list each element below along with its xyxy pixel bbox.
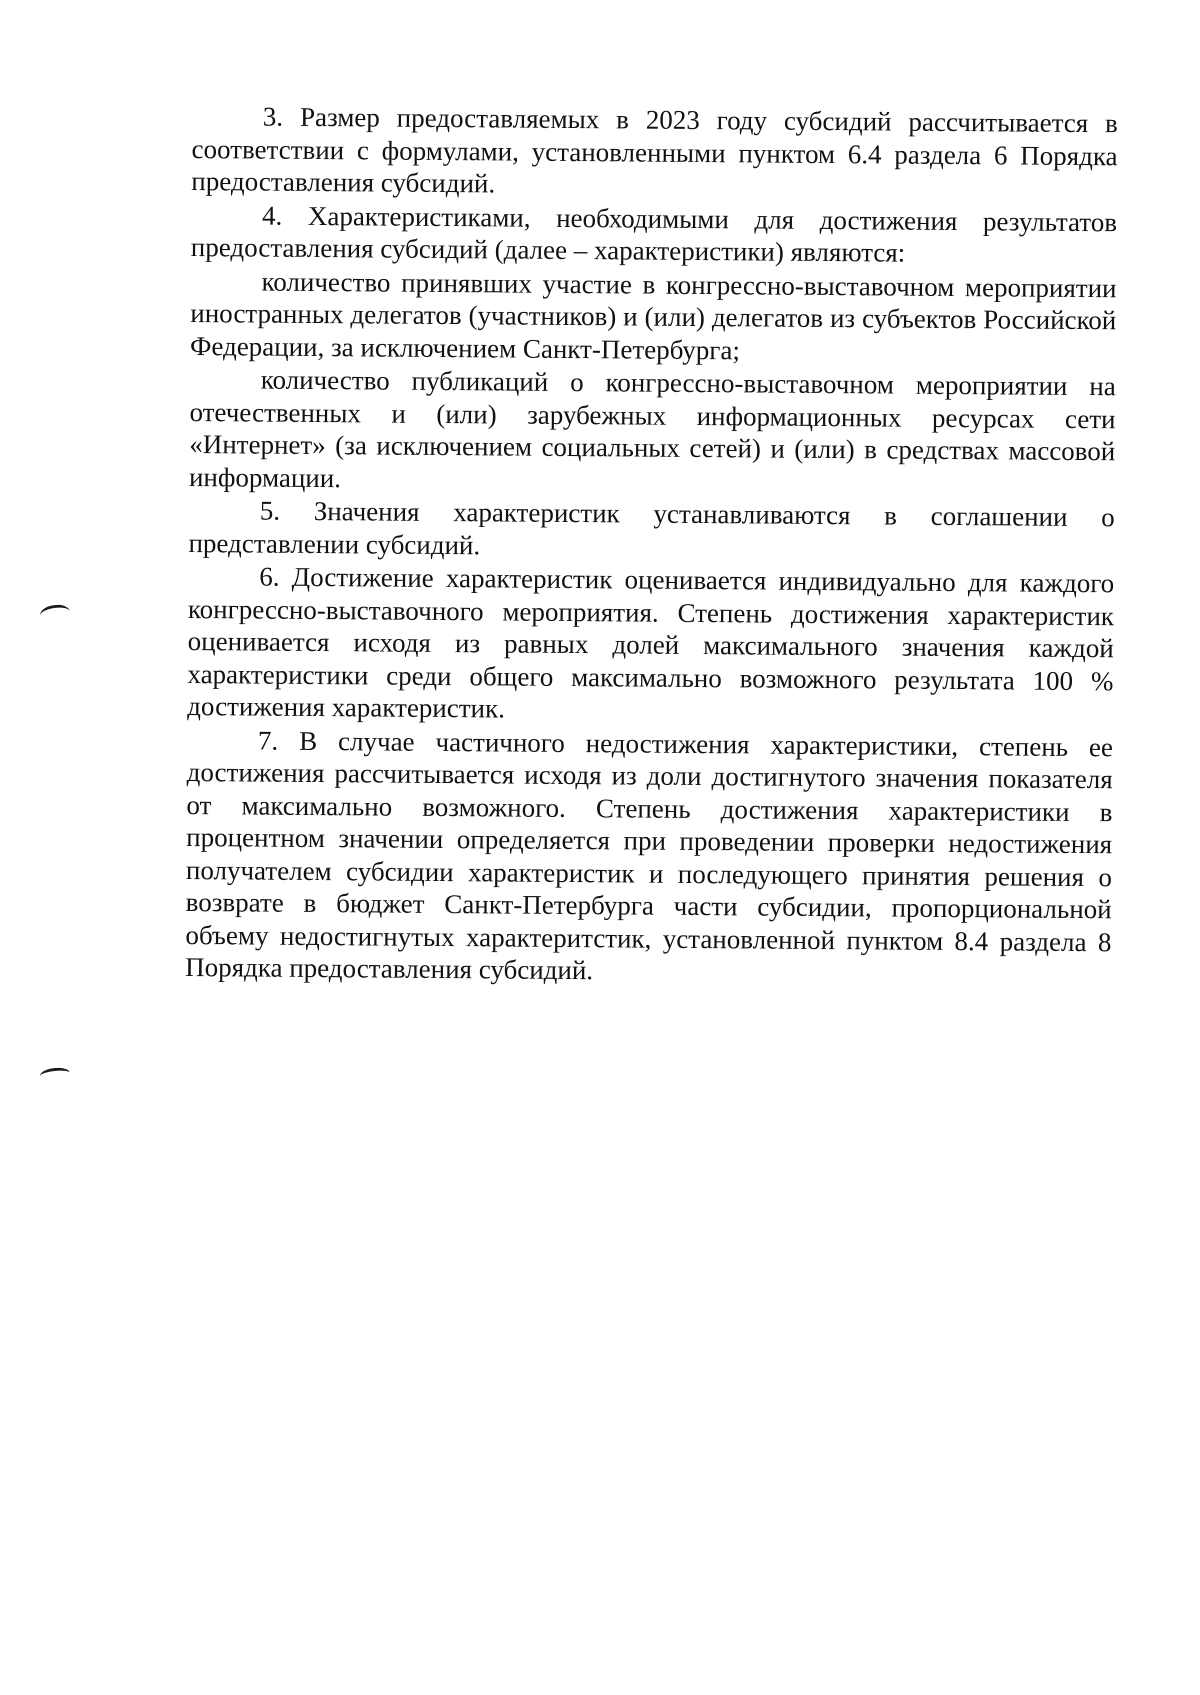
paragraph-6: 6. Достижение характеристик оценивается индивидуально для каждого конгрессно-выставочного мероприятия. Степень достижения характеристик оценивается исходя из равных долей максимального значения каждой характеристики среди общего максимально возможного результата 100 % достижения характеристик. — [187, 561, 1115, 724]
paragraph-3: 3. Размер предоставляемых в 2023 году субсидий рассчитывается в соответствии с формулами, установленными пунктом 6.4 раздела 6 Порядка предоставления субсидий. — [191, 101, 1118, 199]
paragraph-7: 7. В случае частичного недостижения характеристики, степень ее достижения рассчитывается исходя из доли достигнутого значения показателя от максимально возможного. Степень достижения характеристики в процентном значении определяется при проведении проверки недостижения получателем субсидии характеристик и последующего принятия решения о возврате в бюджет Санкт-Петербурга части субсидии, пропорциональной объему недостигнутых характеритстик, установленной пунктом 8.4 раздела 8 Порядка предоставления субсидий. — [185, 725, 1114, 986]
document-body — [185, 100, 1118, 992]
paragraph-4: 4. Характеристиками, необходимыми для достижения результатов предоставления субсидий (далее – характеристики) являются: — [190, 200, 1118, 268]
paragraph-4-item-publications: количество публикаций о конгрессно-выставочном мероприятии на отечественных и (или) зарубежных информационных ресурсах сети «Интернет» (за исключением социальных сетей) и (или) в средствах массовой информации. — [188, 364, 1116, 493]
binder-hole-mark — [39, 603, 71, 624]
binder-hole-mark — [39, 1066, 70, 1082]
paragraph-5: 5. Значения характеристик устанавливаются в соглашении о представлении субсидий. — [188, 495, 1115, 560]
paragraph-4-item-delegates: количество принявших участие в конгрессно-выставочном мероприятии иностранных делегатов (участников) и (или) делегатов из субъектов Российской Федерации, за исключением Санкт-Петербурга; — [189, 266, 1117, 365]
